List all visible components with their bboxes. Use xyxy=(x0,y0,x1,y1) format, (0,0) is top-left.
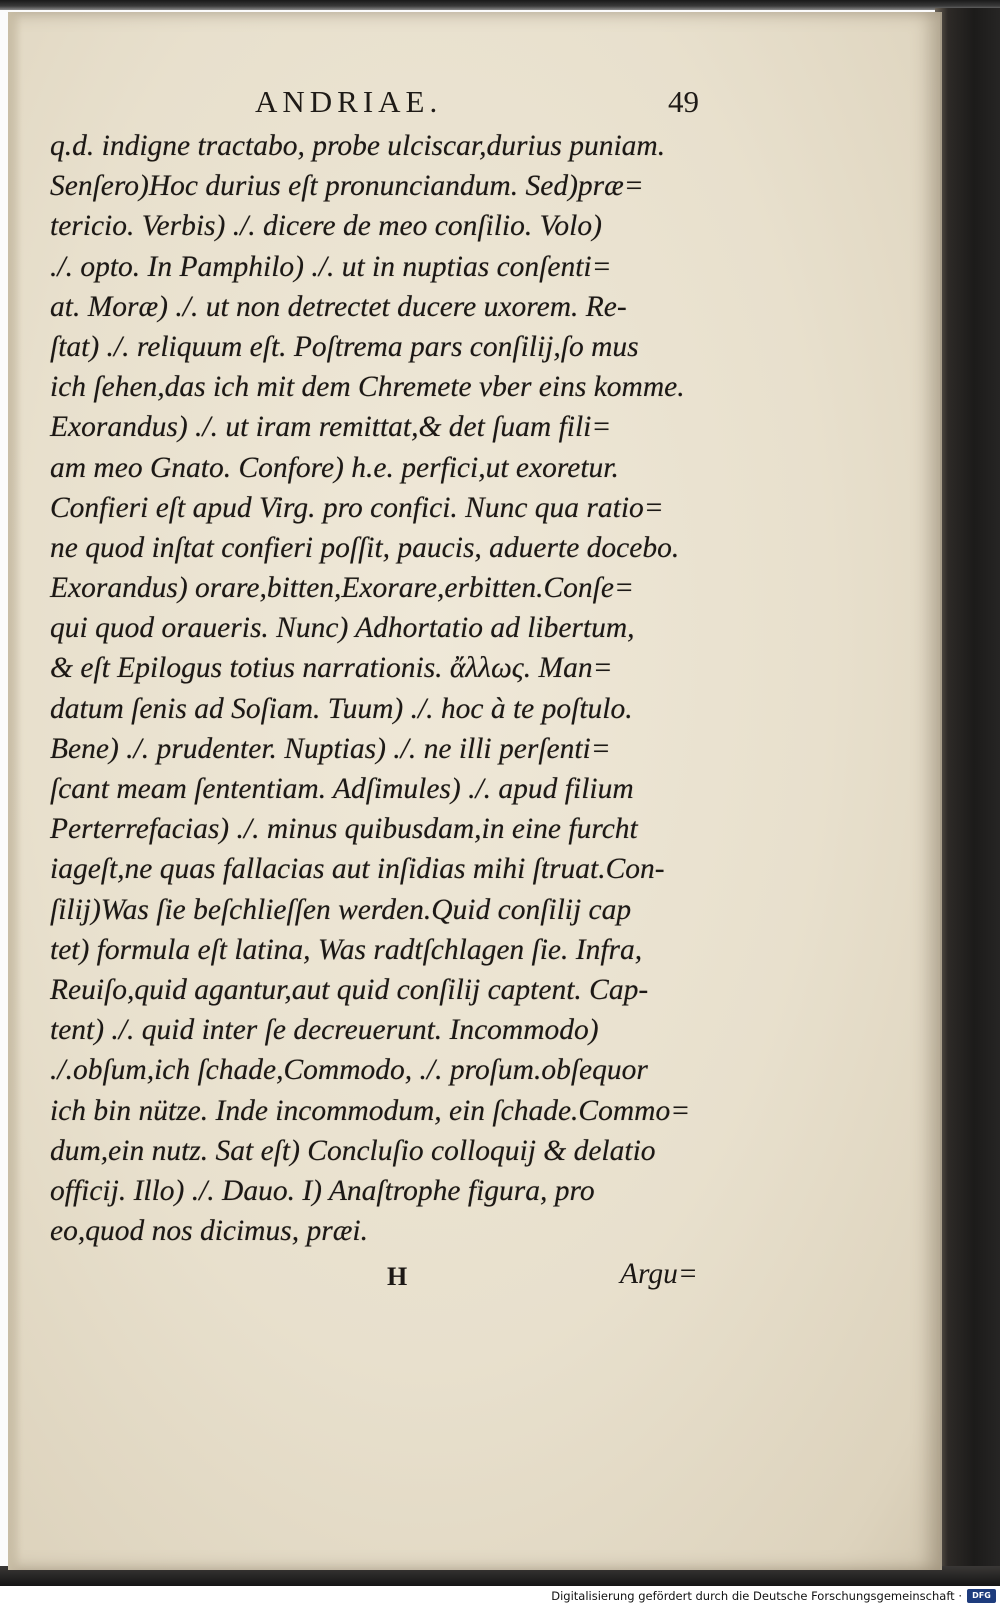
text-line: at. Moræ) ./. ut non detrectet ducere uxorem. Re- xyxy=(50,290,627,323)
text-line: Reuiſo,quid agantur,aut quid conſilij captent. Cap- xyxy=(50,973,649,1006)
text-line: Exorandus) ./. ut iram remittat,& det ſuam fili= xyxy=(50,411,612,444)
text-line: ne quod inſtat confieri poſſit, paucis, aduerte docebo. xyxy=(50,531,680,564)
text-line: eo,quod nos dicimus, præi. xyxy=(50,1215,368,1248)
text-line: ſtat) ./. reliquum eſt. Poſtrema pars conſilij,ſo mus xyxy=(50,330,639,363)
text-line: iageſt,ne quas fallacias aut inſidias mihi ſtruat.Con- xyxy=(50,853,665,886)
text-line: am meo Gnato. Confore) h.e. perfici,ut exoretur. xyxy=(50,451,619,484)
text-line: ./.obſum,ich ſchade,Commodo, ./. proſum.obſequor xyxy=(50,1054,648,1087)
text-line: dum,ein nutz. Sat eſt) Concluſio colloquij & delatio xyxy=(50,1134,656,1167)
text-line: qui quod oraueris. Nunc) Adhortatio ad libertum, xyxy=(50,612,635,645)
book-edge-shadow xyxy=(935,8,1000,1588)
text-line: ./. opto. In Pamphilo) ./. ut in nuptias conſenti= xyxy=(50,250,612,283)
text-line: & eſt Epilogus totius narrationis. ἄλλως. Man= xyxy=(50,652,613,685)
text-line: ſcant meam ſententiam. Adſimules) ./. apud filium xyxy=(50,773,634,805)
page-number: 49 xyxy=(668,84,699,119)
text-line: tent) ./. quid inter ſe decreuerunt. Incommodo) xyxy=(50,1014,599,1047)
text-line: datum ſenis ad Soſiam. Tuum) ./. hoc à te poſtulo. xyxy=(50,692,633,725)
top-scan-shadow xyxy=(0,0,1000,10)
running-head: ANDRIAE. xyxy=(255,84,443,119)
text-line: q.d. indigne tractabo, probe ulciscar,durius puniam. xyxy=(50,130,666,162)
text-line: Bene) ./. prudenter. Nuptias) ./. ne illi perſenti= xyxy=(50,732,611,765)
catchword: Argu= xyxy=(620,1258,698,1290)
digitization-credit: Digitalisierung gefördert durch die Deutsche Forschungsgemeinschaft · xyxy=(551,1589,962,1603)
signature-mark: H xyxy=(387,1262,408,1291)
text-line: ſilij)Was ſie beſchlieſſen werden.Quid conſilij cap xyxy=(50,893,632,926)
dfg-logo-icon: DFG xyxy=(967,1589,996,1603)
text-line: tet) formula eſt latina, Was radtſchlagen ſie. Infra, xyxy=(50,933,643,966)
text-line: officij. Illo) ./. Dauo. I) Anaſtrophe figura, pro xyxy=(50,1174,595,1207)
text-line: Perterrefacias) ./. minus quibusdam,in eine furcht xyxy=(50,813,638,846)
text-line: Confieri eſt apud Virg. pro confici. Nunc qua ratio= xyxy=(50,491,664,524)
text-line: Senſero)Hoc durius eſt pronunciandum. Sed)præ= xyxy=(50,170,644,203)
text-line: Exorandus) orare,bitten,Exorare,erbitten.Conſe= xyxy=(50,572,634,605)
text-line: ich bin nütze. Inde incommodum, ein ſchade.Commo= xyxy=(50,1094,691,1127)
text-line: ich ſehen,das ich mit dem Chremete vber eins komme. xyxy=(50,371,685,404)
commentary-text-block xyxy=(50,126,710,1251)
text-line: tericio. Verbis) ./. dicere de meo conſilio. Volo) xyxy=(50,210,602,243)
page-gutter xyxy=(8,12,22,1570)
